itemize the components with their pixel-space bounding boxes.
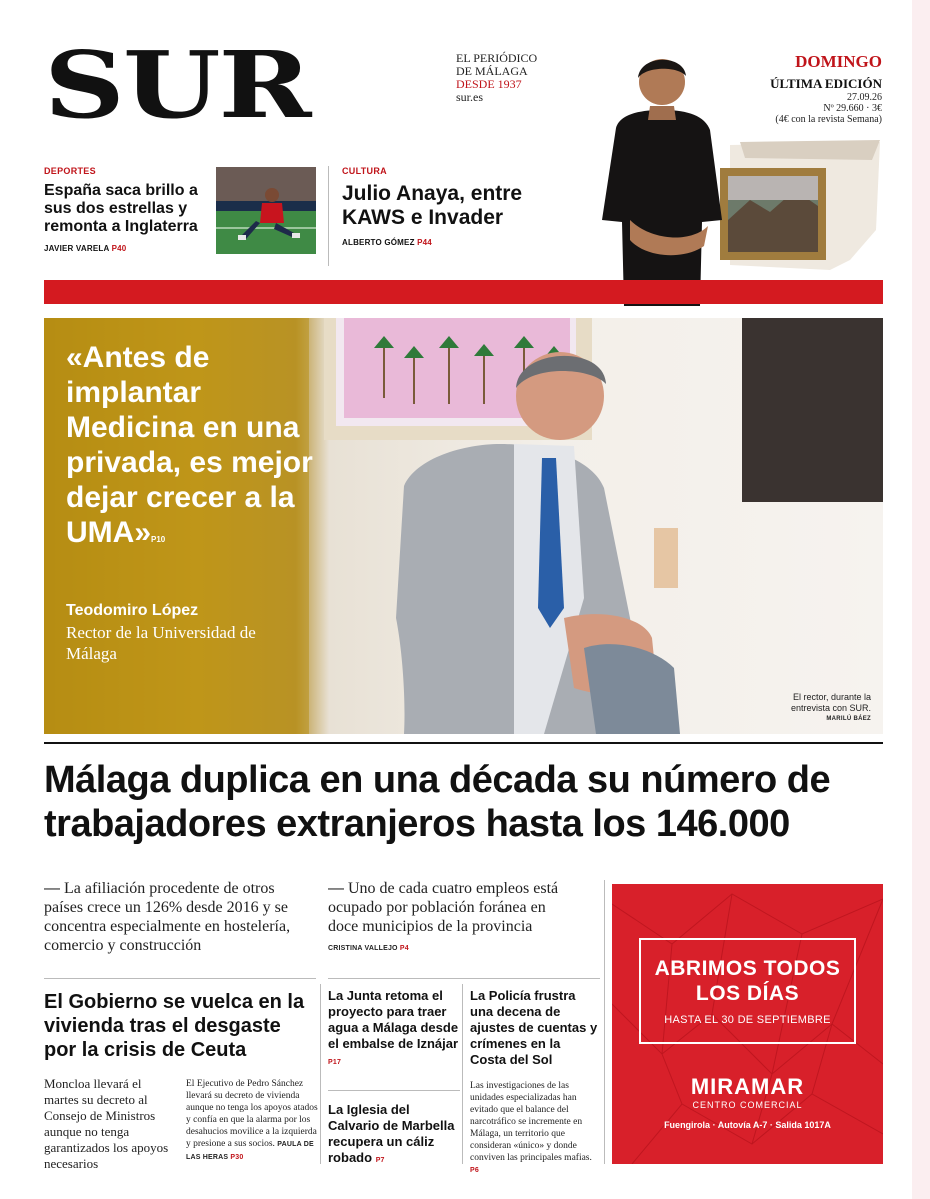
teaser-byline bbox=[342, 238, 542, 247]
lead-subhead-1 bbox=[44, 879, 316, 955]
ad-location: Fuengirola · Autovía A-7 · Salida 1017A bbox=[664, 1120, 831, 1130]
teaser-page: P40 bbox=[111, 244, 127, 253]
story-policia-title[interactable]: La Policía frustra una decena de ajustes de cuentas y crímenes en la Costa del Sol bbox=[470, 988, 598, 1067]
teaser-title[interactable]: Julio Anaya, entre KAWS e Invader bbox=[342, 182, 523, 229]
story-junta-page: P17 bbox=[328, 1059, 342, 1066]
story-gobierno-summary: Moncloa llevará el martes su decreto al Consejo de Ministros aunque no tenga garantizados los apoyos necesarios bbox=[44, 1076, 169, 1171]
story-junta[interactable] bbox=[328, 988, 460, 1071]
section-red-bar bbox=[44, 280, 883, 304]
teaser-author: ALBERTO GÓMEZ bbox=[342, 238, 415, 247]
column-divider bbox=[462, 984, 463, 1164]
lead-top-rule bbox=[44, 742, 883, 744]
story-policia-text: Las investigaciones de las unidades especializadas han evitado que el balance del narcotráfico se incremente en Málaga, un territorio que consideran «único» y donde conviven las principales mafias. bbox=[470, 1081, 592, 1163]
teaser-cultura[interactable] bbox=[342, 166, 542, 247]
artist-photo-illustration bbox=[580, 50, 883, 306]
story-junta-title[interactable]: La Junta retoma el proyecto para traer agua a Málaga desde el embalse de Iznájar bbox=[328, 988, 459, 1051]
tagline-site[interactable]: sur.es bbox=[456, 90, 483, 104]
teaser-photo-artist[interactable] bbox=[580, 50, 883, 306]
ad-brand-sub: CENTRO COMERCIAL bbox=[692, 1100, 803, 1110]
teaser-page: P44 bbox=[417, 238, 432, 247]
teaser-photo-football[interactable] bbox=[216, 167, 316, 254]
story-policia-page: P6 bbox=[470, 1167, 479, 1174]
lead-headline[interactable]: Málaga duplica en una década su número de trabajadores extranjeros hasta los 146.000 bbox=[44, 759, 831, 845]
column-divider bbox=[604, 880, 605, 1164]
edition-label: ÚLTIMA EDICIÓN bbox=[770, 76, 882, 91]
miramar-advertisement[interactable] bbox=[612, 884, 883, 1164]
edition-number-price: Nº 29.660 · 3€ bbox=[823, 103, 882, 114]
edition-date: 27.09.26 bbox=[847, 92, 882, 103]
hero-quote[interactable] bbox=[66, 340, 336, 557]
masthead-tagline bbox=[456, 52, 537, 104]
subhead-dash: — bbox=[44, 880, 60, 897]
column-divider bbox=[320, 984, 321, 1164]
teaser-deportes[interactable] bbox=[44, 166, 210, 253]
subhead-dash: — bbox=[328, 880, 344, 897]
teaser-author: JAVIER VARELA bbox=[44, 244, 110, 253]
hero-role: Rector de la Universidad de Málaga bbox=[66, 623, 256, 663]
football-photo-illustration bbox=[216, 167, 316, 254]
story-iglesia-title[interactable]: La Iglesia del Calvario de Marbella recupera un cáliz robado bbox=[328, 1102, 455, 1165]
edition-note: (4€ con la revista Semana) bbox=[775, 114, 882, 125]
hero-quote-text[interactable]: «Antes de implantar Medicina en una privada, es mejor dejar crecer a la UMA» bbox=[66, 341, 313, 549]
ad-line2: LOS DÍAS bbox=[695, 982, 800, 1005]
lead-page: P4 bbox=[399, 945, 409, 952]
story-gobierno-text: El Ejecutivo de Pedro Sánchez llevará su decreto de vivienda aunque no tenga los apoyos atados y confía en que la alarma por los desahucios movilice a la izquierda y presione a sus socios. bbox=[186, 1079, 318, 1149]
tagline-line1: EL PERIÓDICO bbox=[456, 51, 538, 65]
lead-subhead-2-text: Uno de cada cuatro empleos está ocupado por población foránea en doce municipios de la provincia bbox=[328, 880, 559, 935]
story-iglesia[interactable] bbox=[328, 1102, 460, 1169]
hero-quote-page: P10 bbox=[151, 535, 166, 544]
ad-line3: HASTA EL 30 DE SEPTIEMBRE bbox=[664, 1014, 831, 1026]
hero-interview[interactable] bbox=[44, 318, 883, 734]
story-policia-body bbox=[470, 1080, 600, 1177]
story-gobierno-body bbox=[186, 1078, 318, 1164]
tagline-since: DESDE 1937 bbox=[456, 77, 522, 91]
teaser-divider bbox=[328, 166, 329, 266]
hero-caption-text: El rector, durante la entrevista con SUR. bbox=[790, 692, 871, 713]
divider bbox=[44, 978, 316, 979]
teaser-title[interactable]: España saca brillo a sus dos estrellas y remonta a Inglaterra bbox=[44, 182, 198, 235]
lead-author: CRISTINA VALLEJO bbox=[328, 945, 398, 952]
lead-subhead-2 bbox=[328, 879, 568, 958]
story-gobierno-title[interactable]: El Gobierno se vuelca en la vivienda tras el desgaste por la crisis de Ceuta bbox=[44, 991, 305, 1061]
teaser-kicker: CULTURA bbox=[342, 166, 387, 176]
teaser-kicker: DEPORTES bbox=[44, 166, 96, 176]
edition-day: DOMINGO bbox=[795, 52, 882, 71]
tagline-line2: DE MÁLAGA bbox=[456, 64, 528, 78]
divider bbox=[328, 1090, 460, 1091]
teaser-byline bbox=[44, 244, 210, 253]
page-edge bbox=[912, 0, 930, 1199]
lead-byline bbox=[328, 945, 409, 952]
lead-subhead-1-text: La afiliación procedente de otros países crece un 126% desde 2016 y se concentra especialmente en hostelería, comercio y construcción bbox=[44, 880, 291, 954]
hero-caption bbox=[761, 692, 871, 725]
story-page: P30 bbox=[230, 1154, 244, 1161]
hero-name: Teodomiro López bbox=[66, 602, 199, 619]
hero-photo-credit: MARILÚ BÁEZ bbox=[826, 716, 871, 722]
ad-line1: ABRIMOS TODOS bbox=[654, 957, 841, 980]
divider bbox=[328, 978, 600, 979]
story-iglesia-page: P7 bbox=[375, 1157, 385, 1164]
ad-brand: MIRAMAR bbox=[690, 1074, 805, 1099]
ad-message-box bbox=[639, 938, 856, 1044]
masthead-logo[interactable]: SUR bbox=[44, 31, 310, 140]
story-author: PAULA DE LAS HERAS bbox=[186, 1141, 314, 1161]
